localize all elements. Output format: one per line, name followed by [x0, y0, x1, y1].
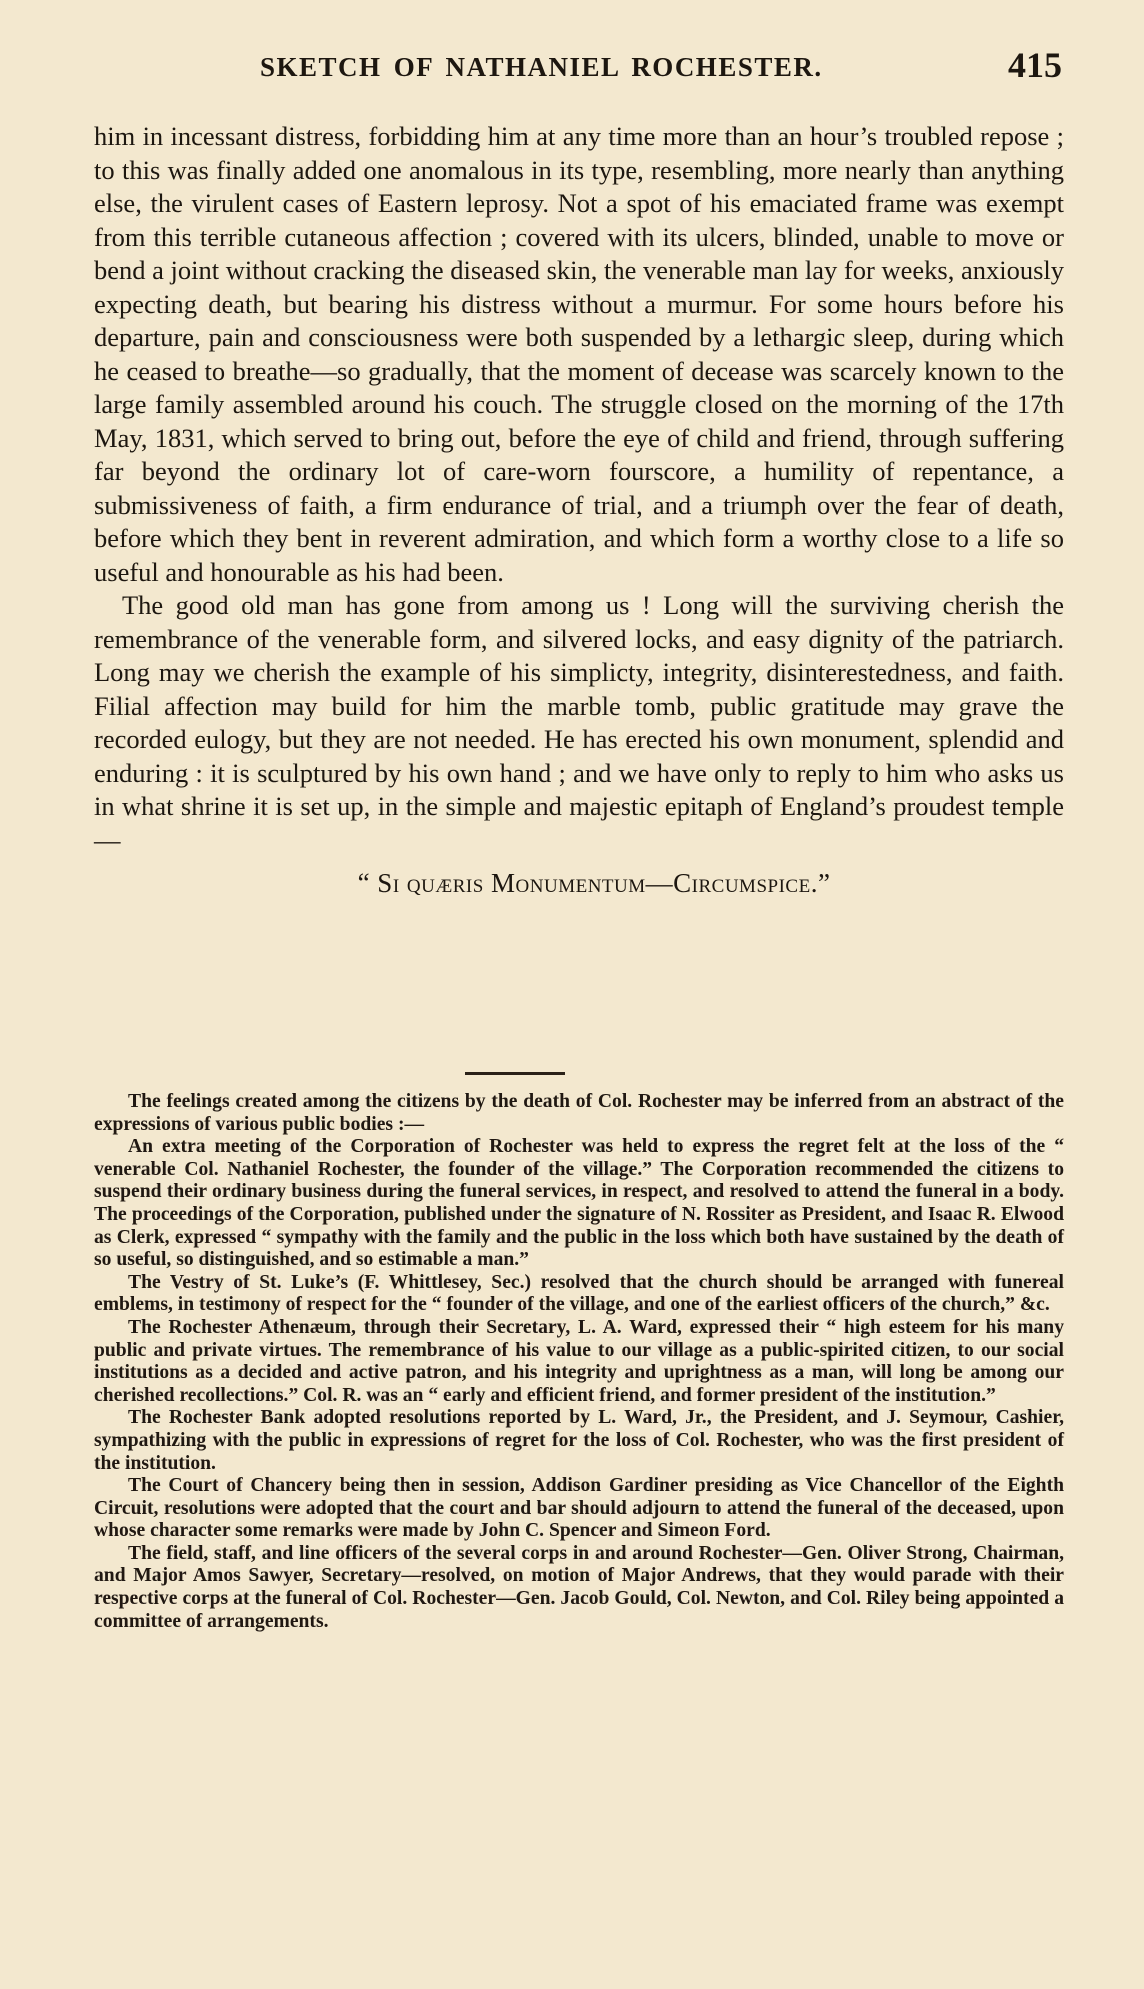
footnote-paragraph: The field, staff, and line officers of the several corps in and around Rochester—Gen. Oliver Strong, Chairman, and Major Amos Sawyer, Secretary—resolved, on motion of Major Andrews, that they would parade with their respective corps at the funeral of Col. Rochester—Gen. Jacob Gould, Col. Newton, and Col. Riley being appointed a committee of arrangements. — [94, 1542, 1064, 1632]
page-number: 415 — [1008, 45, 1062, 85]
footnote-paragraph: The feelings created among the citizens by the death of Col. Rochester may be inferred from an abstract of the expressions of various public bodies :— — [94, 1091, 1064, 1135]
footnote-divider — [465, 1072, 565, 1075]
footnote-paragraph: The Rochester Athenæum, through their Secretary, L. A. Ward, expressed their “ high esteem for his many public and private virtues. The remembrance of his value to our village as a public-spirited citizen, to our social institutions as a decided and active patron, and his integrity and uprightness as a man, will long be among our cherished recollections.” Col. R. was an “ early and efficient friend, and former president of the institution.” — [94, 1316, 1064, 1406]
epitaph: “ Si quæris Monumentum—Circumspice.” — [357, 868, 831, 898]
paragraph-1: him in incessant distress, forbidding him at any time more than an hour’s troubled repose ; to this was finally added one anomalous in its type, resembling, more nearly than anything else, the virulent cases of Eastern leprosy. Not a spot of his emaciated frame was exempt from this terrible cutaneous affection ; covered with its ulcers, blinded, unable to move or bend a joint without cracking the diseased skin, the venerable man lay for weeks, anxiously expecting death, but bearing his distress without a murmur. For some hours before his departure, pain and consciousness were both suspended by a lethargic sleep, during which he ceased to breathe—so gradually, that the moment of decease was scarcely known to the large family assembled around his couch. The struggle closed on the morning of the 17th May, 1831, which served to bring out, before the eye of child and friend, through suffering far beyond the ordinary lot of care-worn fourscore, a humility of repentance, a submissiveness of faith, a firm endurance of trial, and a triumph over the fear of death, before which they bent in reverent admiration, and which form a worthy close to a life so useful and honourable as his had been. — [94, 121, 1064, 587]
main-text — [94, 120, 1064, 901]
footnote-paragraph: An extra meeting of the Corporation of Rochester was held to express the regret felt at the loss of the “ venerable Col. Nathaniel Rochester, the founder of the village.” The Corporation recommended the citizens to suspend their ordinary business during the funeral services, in respect, and resolved to attend the funeral in a body. The proceedings of the Corporation, published under the signature of N. Rossiter as President, and Isaac R. Elwood as Clerk, expressed “ sympathy with the family and the public in the loss which both have sustained by the death of so useful, so distinguished, and so estimable a man.” — [94, 1136, 1064, 1271]
paragraph-2: The good old man has gone from among us ! Long will the surviving cherish the remembrance of the venerable form, and silvered locks, and easy dignity of the patriarch. Long may we cherish the example of his simplicty, integrity, disinterestedness, and faith. Filial affection may build for him the marble tomb, public gratitude may grave the recorded eulogy, but they are not needed. He has erected his own monument, splendid and enduring : it is sculptured by his own hand ; and we have only to reply to him who asks us in what shrine it is set up, in the simple and majestic epitaph of England’s proudest temple— — [94, 590, 1064, 855]
running-head: SKETCH OF NATHANIEL ROCHESTER. — [260, 52, 823, 82]
footnote-paragraph: The Rochester Bank adopted resolutions reported by L. Ward, Jr., the President, and J. Seymour, Cashier, sympathizing with the public in expressions of regret for the loss of Col. Rochester, who was the first president of the institution. — [94, 1407, 1064, 1474]
footnotes — [94, 1091, 1064, 1633]
footnote-paragraph: The Court of Chancery being then in session, Addison Gardiner presiding as Vice Chancellor of the Eighth Circuit, resolutions were adopted that the court and bar should adjourn to attend the funeral of the deceased, upon whose character some remarks were made by John C. Spencer and Simeon Ford. — [94, 1475, 1064, 1542]
page-header — [92, 44, 1062, 94]
footnote-paragraph: The Vestry of St. Luke’s (F. Whittlesey, Sec.) resolved that the church should be arranged with funereal emblems, in testimony of respect for the “ founder of the village, and one of the earliest officers of the church,” &c. — [94, 1271, 1064, 1316]
